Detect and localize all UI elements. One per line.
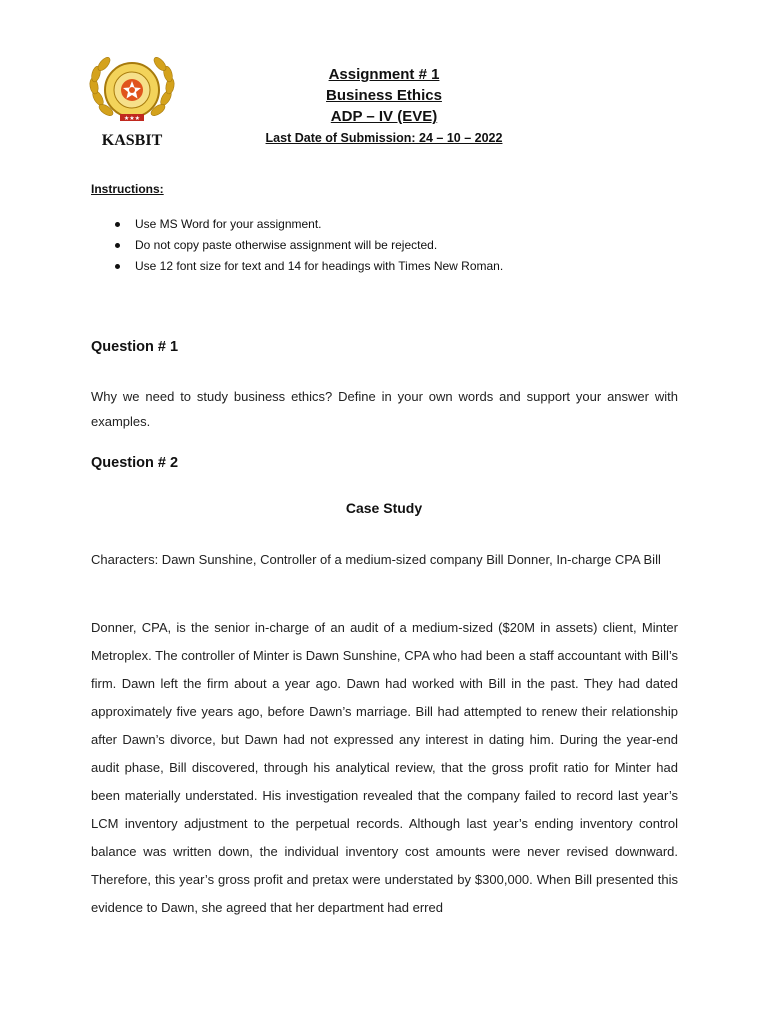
instructions-heading: Instructions:	[91, 182, 164, 196]
assignment-title: Assignment # 1	[328, 66, 440, 83]
case-study-body: Donner, CPA, is the senior in-charge of an audit of a medium-sized ($20M in assets) client, Minter Metroplex. The controller of Minter is Dawn Sunshine, CPA who had been a staff accountant with Bill’s firm. Dawn left the firm about a year ago. Dawn had worked with Bill in the past. They had dated approximately five years ago, before Dawn’s marriage. Bill had attempted to renew their relationship after Dawn’s divorce, but Dawn had not expressed any interest in dating him. During the year-end audit phase, Bill discovered, through his analytical review, that the gross profit ratio for Minter had been materially understated. His investigation revealed that the company failed to record last year’s LCM inventory adjustment to the perpetual records. Although last year’s ending inventory control balance was written down, the individual inventory cost amounts were never revised downward. Therefore, this year’s gross profit and pretax were understated by $300,000. When Bill presented this evidence to Dawn, she agreed that her department had erred	[91, 620, 678, 915]
instruction-text: Do not copy paste otherwise assignment will be rejected.	[135, 238, 438, 252]
bullet-icon	[115, 243, 120, 248]
instruction-text: Use MS Word for your assignment.	[135, 217, 322, 231]
list-item	[91, 257, 503, 278]
list-item	[91, 236, 503, 257]
question-2-heading: Question # 2	[91, 455, 179, 471]
submission-deadline: Last Date of Submission: 24 – 10 – 2022	[265, 131, 503, 145]
list-item	[91, 215, 503, 236]
assignment-header	[0, 64, 768, 149]
svg-text:★★★: ★★★	[123, 115, 141, 122]
course-subject: Business Ethics	[326, 87, 442, 104]
logo-wordmark: KASBIT	[101, 132, 163, 149]
program-name: ADP – IV (EVE)	[330, 108, 438, 125]
question-1-heading: Question # 1	[91, 339, 179, 355]
question-1-text: Why we need to study business ethics? Define in your own words and support your answer with examples.	[91, 389, 678, 429]
instructions-list	[91, 215, 503, 278]
instruction-text: Use 12 font size for text and 14 for headings with Times New Roman.	[135, 259, 504, 273]
bullet-icon	[115, 222, 120, 227]
bullet-icon	[115, 264, 120, 269]
case-study-title: Case Study	[345, 500, 423, 516]
case-characters: Characters: Dawn Sunshine, Controller of a medium-sized company Bill Donner, In-charge CPA Bill	[91, 552, 661, 567]
